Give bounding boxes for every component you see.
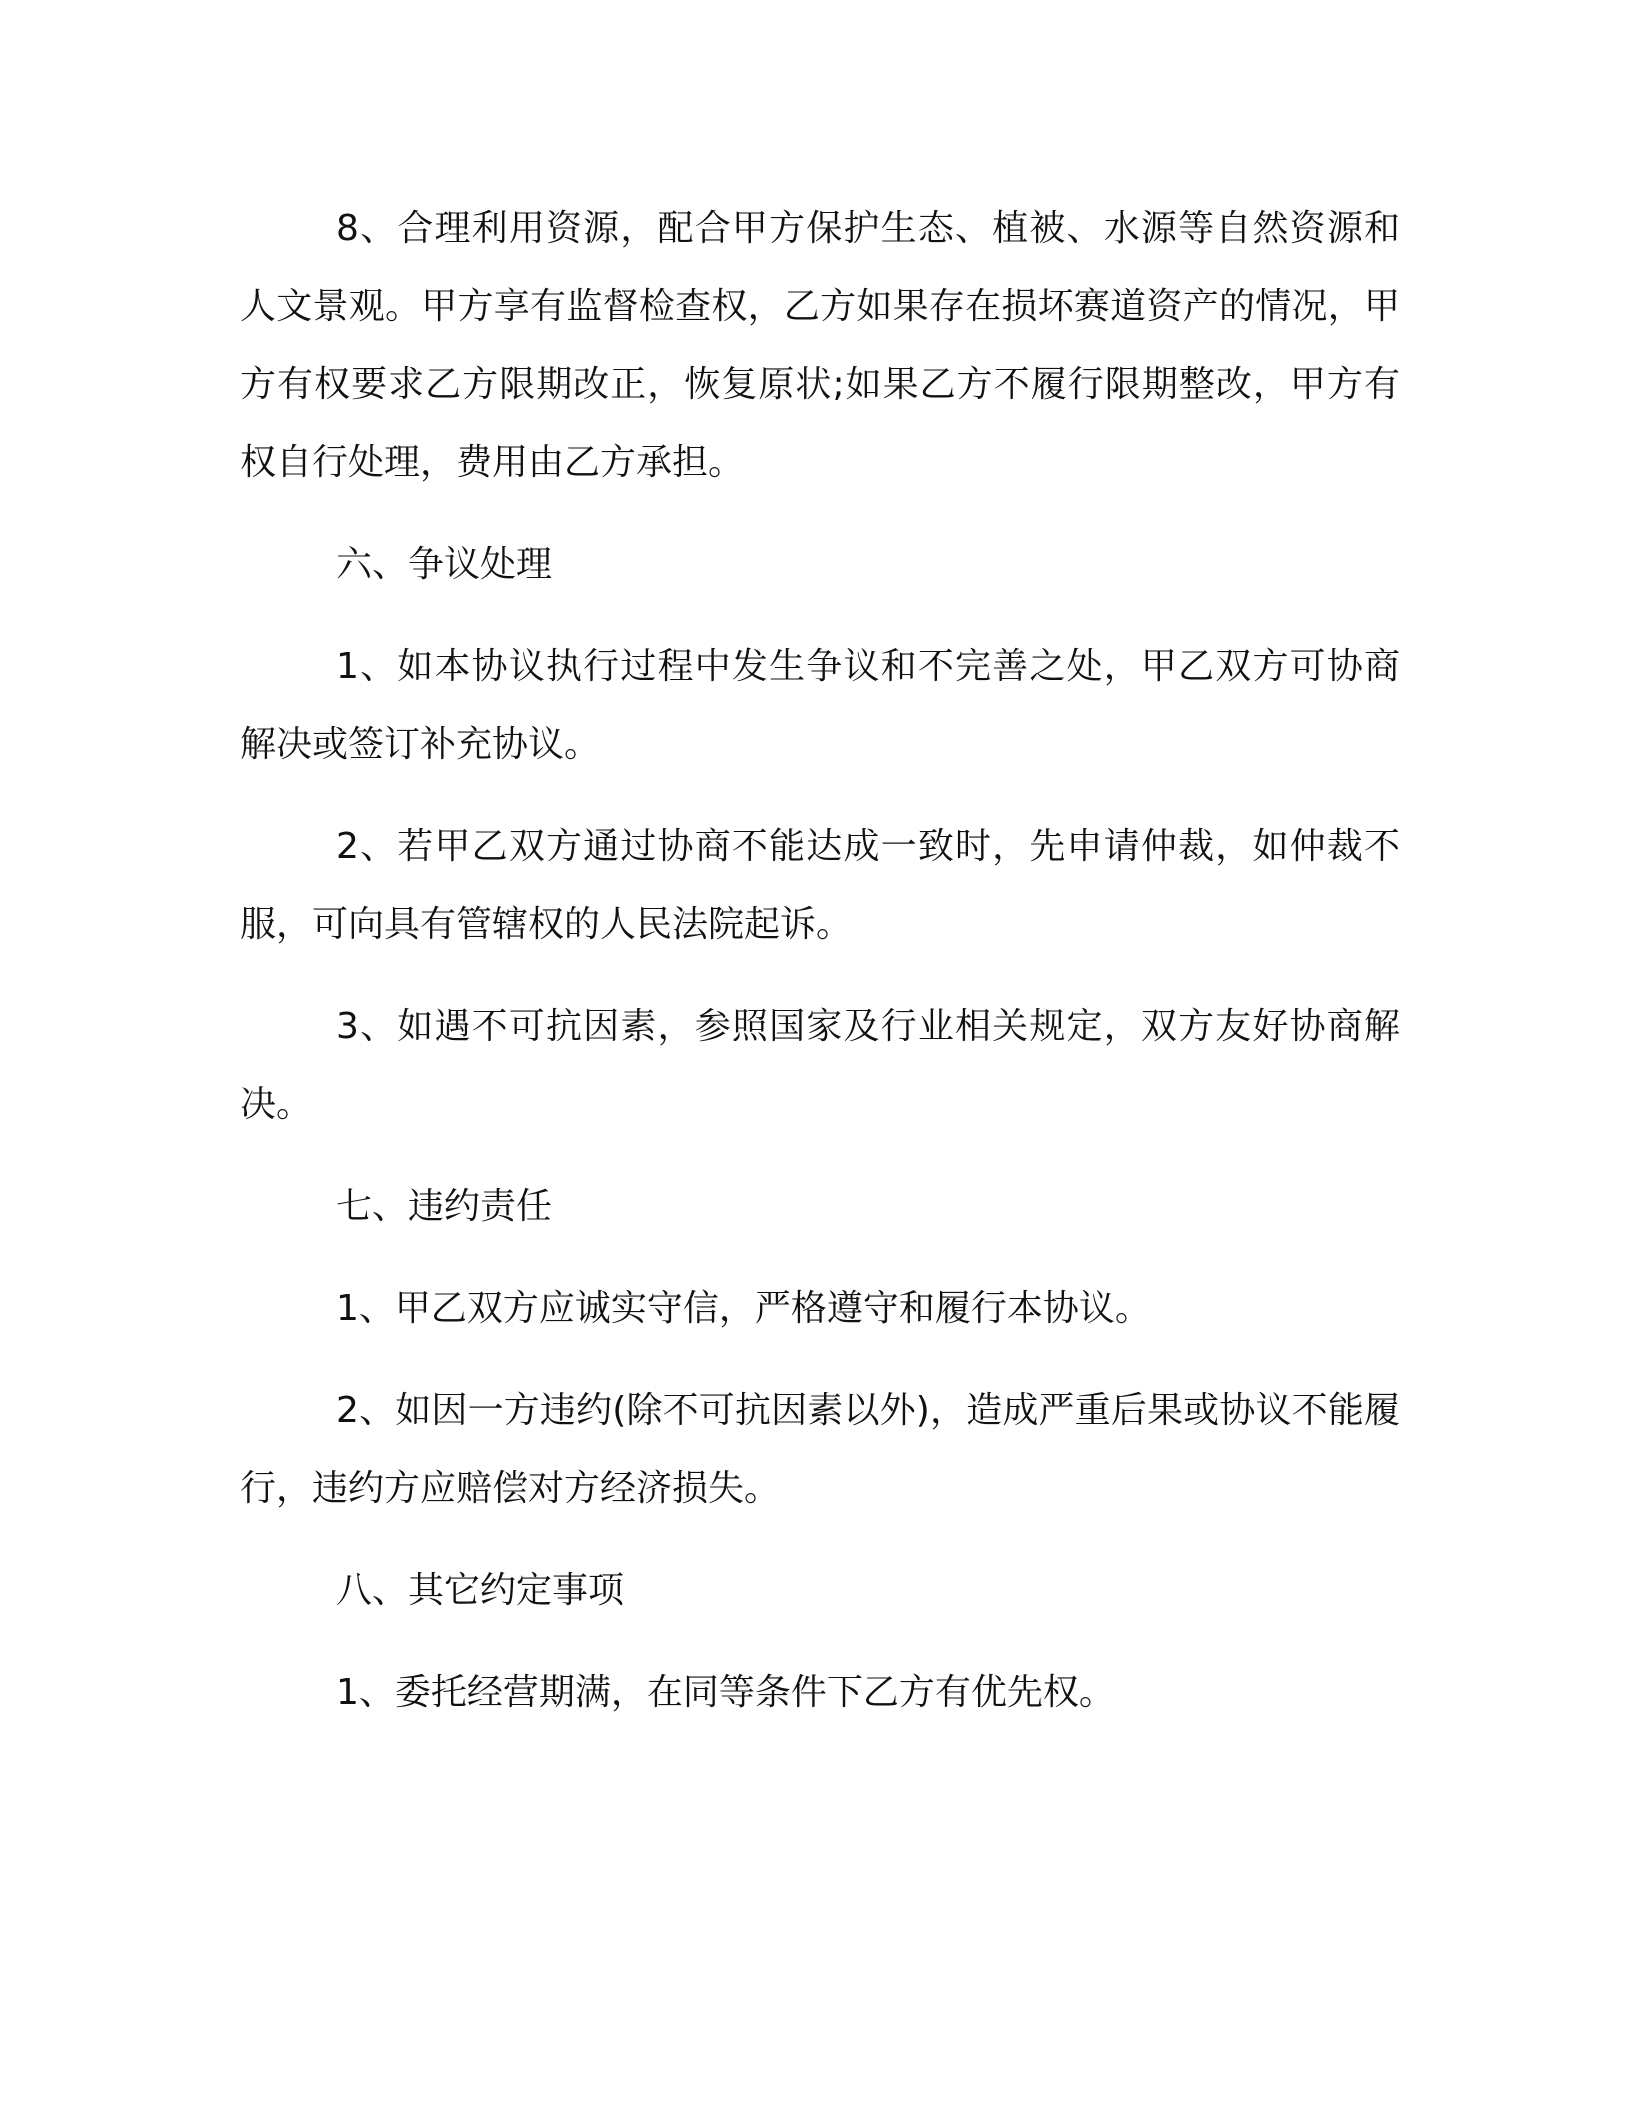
- breach-clause-1: 1、甲乙双方应诚实守信，严格遵守和履行本协议。: [336, 1288, 1151, 1329]
- clause-8-resources: 8、合理利用资源，配合甲方保护生态、植被、水源等自然资源和人文景观。甲方享有监督检查权，乙方如果存在损坏赛道资产的情况，甲方有权要求乙方限期改正，恢复原状;如果乙方不履行限期整改，甲方有权自行处理，费用由乙方承担。: [240, 208, 1400, 483]
- document-body: [240, 190, 1400, 1756]
- section-heading-breach: 七、违约责任: [336, 1186, 553, 1227]
- section-heading-dispute: 六、争议处理: [336, 544, 553, 585]
- dispute-clause-2: 2、若甲乙双方通过协商不能达成一致时，先申请仲裁，如仲裁不服，可向具有管辖权的人民法院起诉。: [240, 826, 1400, 945]
- dispute-clause-1: 1、如本协议执行过程中发生争议和不完善之处，甲乙双方可协商解决或签订补充协议。: [240, 646, 1400, 765]
- other-clause-1: 1、委托经营期满，在同等条件下乙方有优先权。: [336, 1672, 1115, 1713]
- breach-clause-2: 2、如因一方违约(除不可抗因素以外)，造成严重后果或协议不能履行，违约方应赔偿对方经济损失。: [240, 1390, 1400, 1509]
- dispute-clause-3: 3、如遇不可抗因素，参照国家及行业相关规定，双方友好协商解决。: [240, 1006, 1400, 1125]
- section-heading-other: 八、其它约定事项: [336, 1570, 625, 1611]
